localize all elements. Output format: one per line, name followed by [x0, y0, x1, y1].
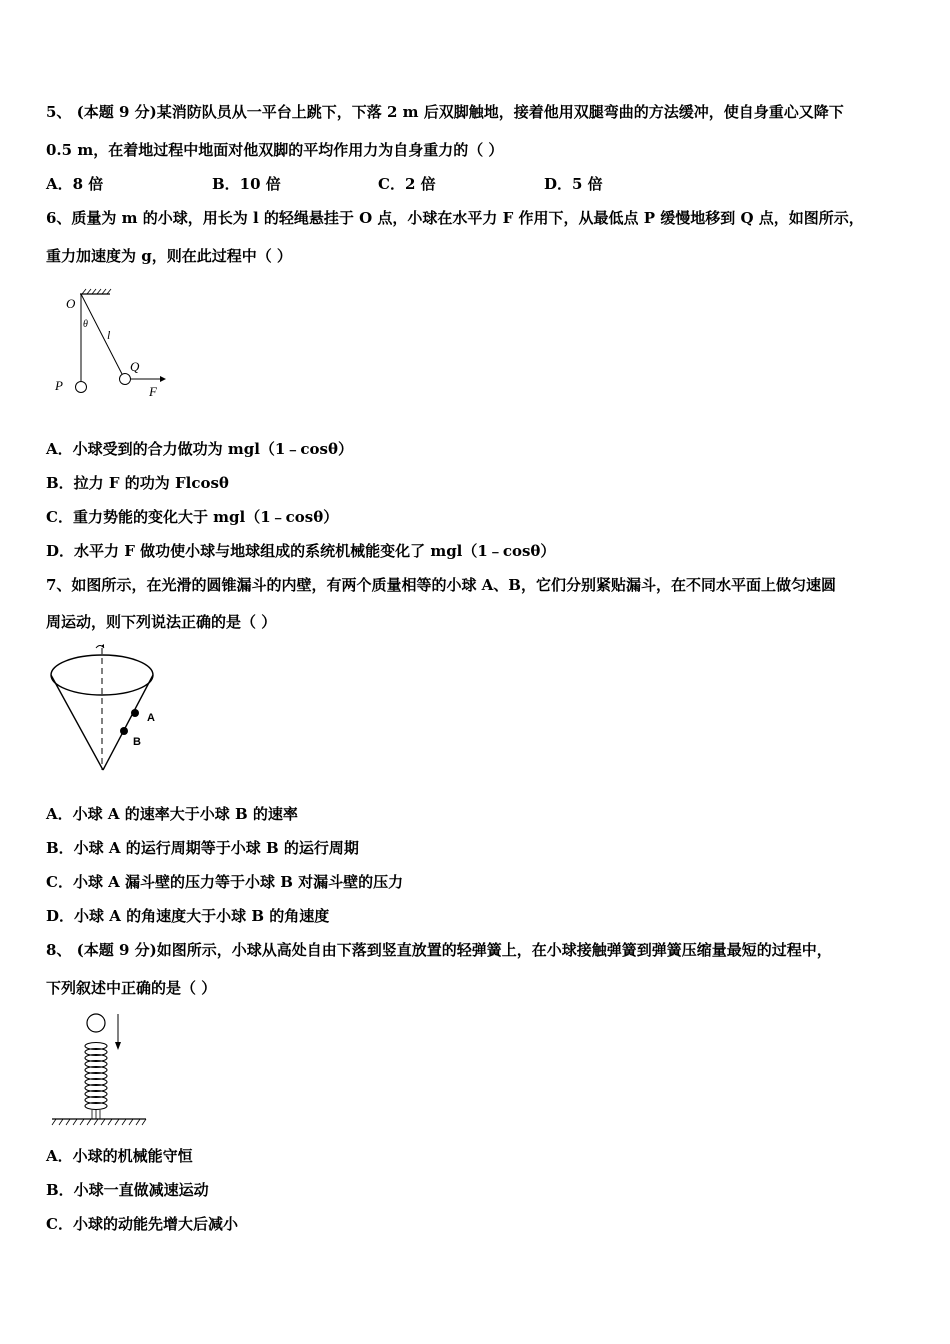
- label-theta: θ: [83, 319, 88, 330]
- q6-option-d: D．水平力 F 做功使小球与地球组成的系统机械能变化了 mgl（1﹣cosθ）: [46, 542, 556, 560]
- q6-stem-line1: 6、质量为 m 的小球，用长为 l 的轻绳悬挂于 O 点，小球在水平力 F 作用下，从最低点 P 缓慢地移到 Q 点，如图所示，: [46, 209, 864, 227]
- falling-ball: [87, 1014, 105, 1032]
- q6-option-c: C．重力势能的变化大于 mgl（1﹣cosθ）: [46, 508, 339, 526]
- q6-option-b: B．拉力 F 的功为 Flcosθ: [46, 474, 229, 492]
- label-q: Q: [130, 359, 140, 374]
- label-b: B: [133, 736, 141, 748]
- cone-funnel-figure: [46, 642, 176, 777]
- ground-hatch: [52, 1119, 146, 1125]
- spring-ball-figure: [46, 1008, 156, 1133]
- q7-stem-line2: 周运动，则下列说法正确的是（ ）: [46, 613, 277, 631]
- cone-right-wall: [103, 675, 153, 770]
- q6-option-a: A．小球受到的合力做功为 mgl（1﹣cosθ）: [46, 440, 353, 458]
- ceiling-hatch: [82, 289, 111, 294]
- q8-stem-line1: 8、 (本题 9 分)如图所示，小球从高处自由下落到竖直放置的轻弹簧上，在小球接触弹簧到弹簧压缩量最短的过程中，: [46, 941, 832, 959]
- ball-b: [120, 727, 128, 735]
- q5-stem-line1: 5、 (本题 9 分)某消防队员从一平台上跳下，下落 2 m 后双脚触地，接着他用双腿弯曲的方法缓冲，使自身重心又降下: [46, 103, 844, 121]
- q8-option-b: B．小球一直做减速运动: [46, 1181, 209, 1199]
- label-o: O: [66, 296, 76, 311]
- rotation-arrowhead: [101, 644, 104, 648]
- ball-p: [76, 382, 87, 393]
- q7-option-c: C．小球 A 漏斗壁的压力等于小球 B 对漏斗壁的压力: [46, 873, 404, 891]
- label-f: F: [149, 384, 157, 399]
- q7-stem-line1: 7、如图所示，在光滑的圆锥漏斗的内壁，有两个质量相等的小球 A、B，它们分别紧贴漏斗，在不同水平面上做匀速圆: [46, 576, 836, 594]
- q5-option-c: C．2 倍: [378, 175, 436, 193]
- displaced-string: [81, 294, 122, 374]
- q5-options: [46, 174, 906, 194]
- q8-stem-line2: 下列叙述中正确的是（ ）: [46, 979, 217, 997]
- q8-option-a: A．小球的机械能守恒: [46, 1147, 193, 1165]
- label-p: P: [55, 378, 63, 393]
- q7-option-d: D．小球 A 的角速度大于小球 B 的角速度: [46, 907, 330, 925]
- q5-option-b: B．10 倍: [212, 175, 281, 193]
- ball-q: [120, 374, 131, 385]
- q7-option-b: B．小球 A 的运行周期等于小球 B 的运行周期: [46, 839, 359, 857]
- ball-a: [131, 709, 139, 717]
- spring-coil: [85, 1043, 107, 1110]
- force-arrowhead: [160, 376, 166, 382]
- fall-arrowhead: [115, 1042, 121, 1050]
- q8-option-c: C．小球的动能先增大后减小: [46, 1215, 238, 1233]
- q7-option-a: A．小球 A 的速率大于小球 B 的速率: [46, 805, 298, 823]
- q5-option-d: D．5 倍: [544, 175, 603, 193]
- label-a: A: [147, 712, 155, 724]
- q5-stem-line2: 0.5 m，在着地过程中地面对他双脚的平均作用力为自身重力的（ ）: [46, 141, 504, 159]
- cone-left-wall: [51, 675, 103, 770]
- q5-option-a: A．8 倍: [46, 175, 104, 193]
- label-l: l: [107, 328, 111, 342]
- pendulum-figure: [46, 284, 176, 404]
- spring-base: [92, 1110, 100, 1119]
- q6-stem-line2: 重力加速度为 g，则在此过程中（ ）: [46, 247, 292, 265]
